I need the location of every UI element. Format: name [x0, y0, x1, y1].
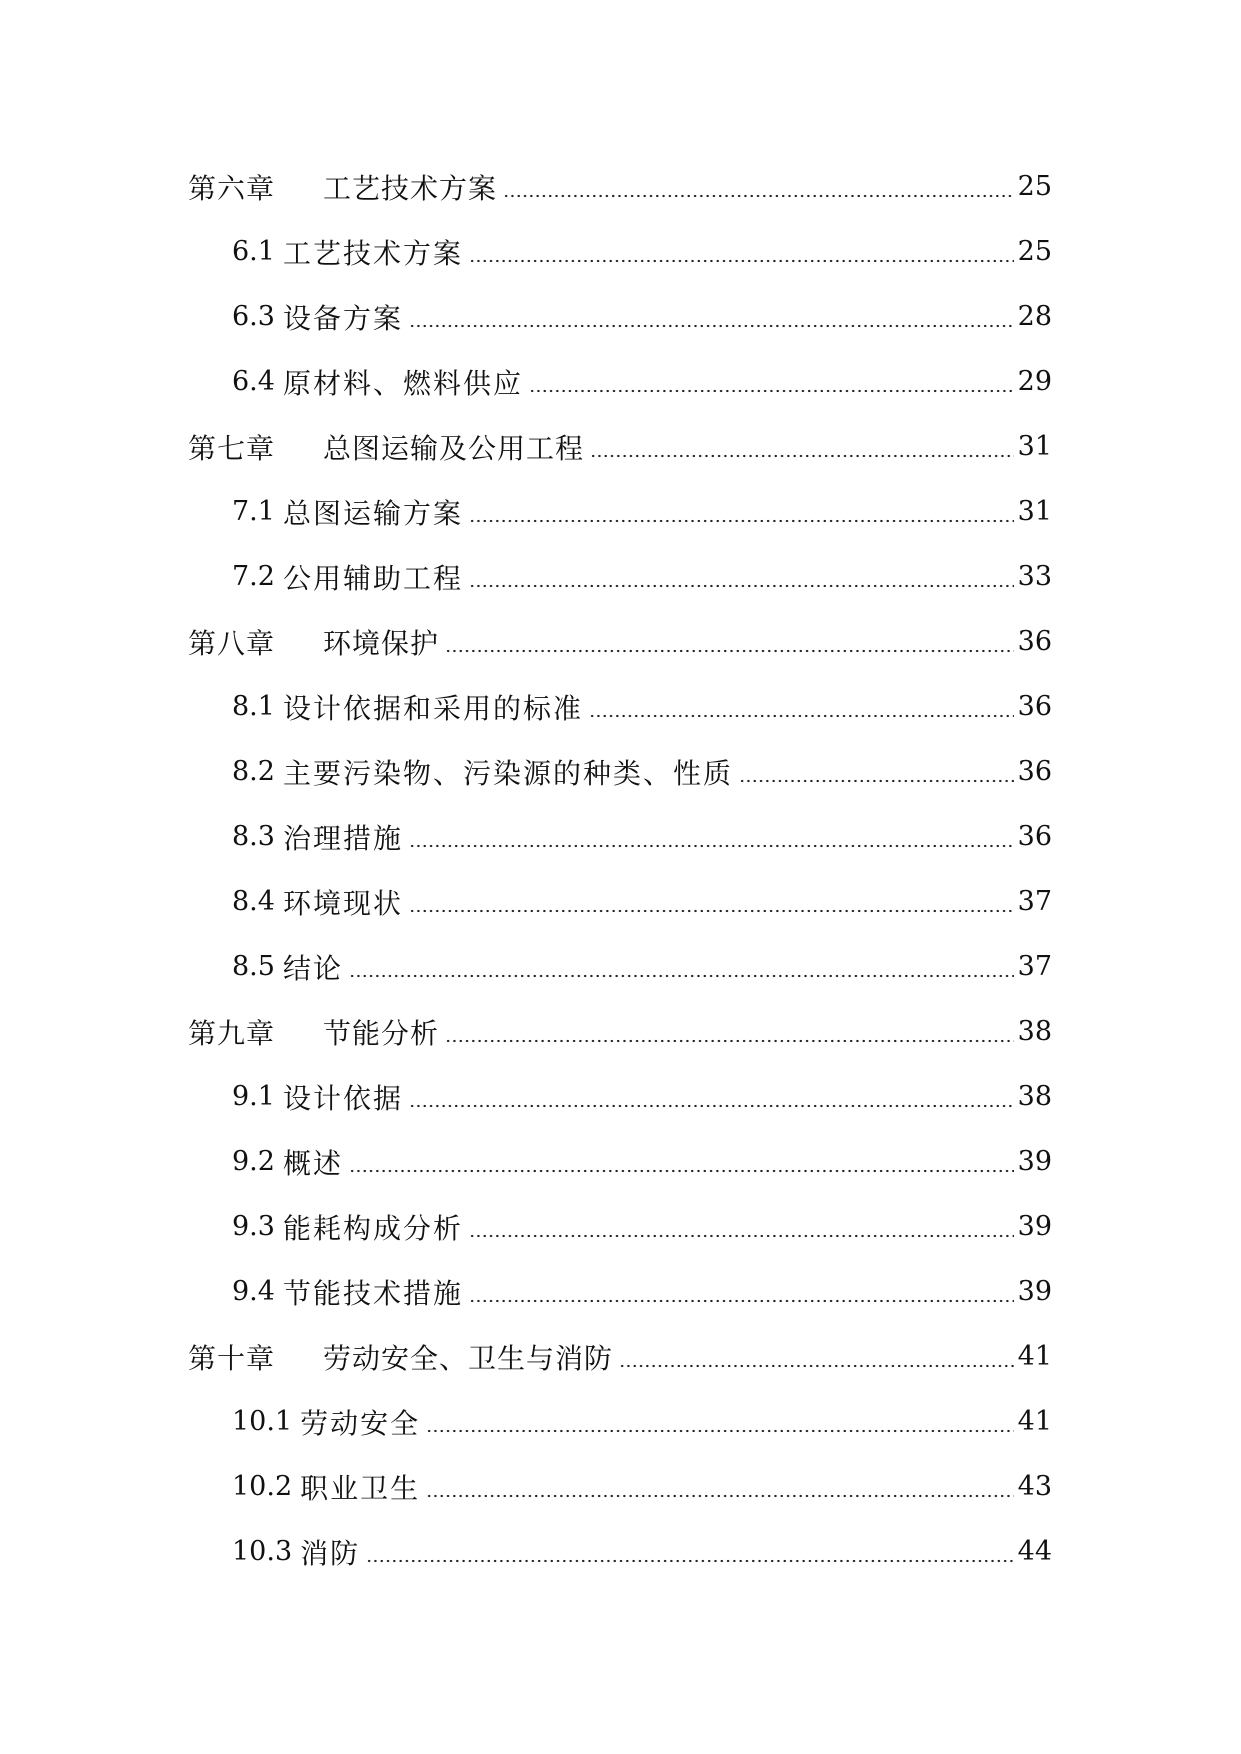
toc-section-title: 总图运输方案: [282, 496, 463, 530]
toc-page-number: 36: [1017, 821, 1052, 852]
toc-section-number: 8.1: [232, 691, 275, 722]
toc-section-number: 9.4: [232, 1276, 275, 1307]
toc-dot-leader: [409, 888, 1014, 916]
toc-chapter-entry[interactable]: [0, 414, 1241, 479]
toc-chapter-entry[interactable]: [0, 1324, 1241, 1389]
toc-page-number: 41: [1017, 1406, 1052, 1437]
toc-dot-leader: [409, 823, 1014, 851]
toc-page-number: 36: [1017, 691, 1052, 722]
toc-dot-leader: [409, 1083, 1014, 1111]
toc-dot-leader: [426, 1408, 1014, 1436]
toc-section-entry[interactable]: [0, 544, 1241, 609]
toc-chapter-entry[interactable]: [0, 999, 1241, 1064]
toc-dot-leader: [469, 238, 1014, 266]
toc-dot-leader: [503, 173, 1014, 201]
toc-section-entry[interactable]: [0, 804, 1241, 869]
toc-dot-leader: [589, 693, 1014, 721]
toc-dot-leader: [529, 368, 1014, 396]
toc-section-entry[interactable]: [0, 934, 1241, 999]
toc-section-entry[interactable]: [0, 1259, 1241, 1324]
toc-dot-leader: [349, 1148, 1014, 1176]
toc-page-number: 39: [1017, 1211, 1052, 1242]
toc-section-entry[interactable]: [0, 1454, 1241, 1519]
toc-section-title: 工艺技术方案: [282, 236, 463, 270]
toc-section-number: 8.4: [232, 886, 275, 917]
toc-dot-leader: [426, 1473, 1014, 1501]
toc-chapter-number: 第八章: [188, 626, 276, 660]
toc-page-number: 25: [1017, 236, 1052, 267]
toc-page-number: 25: [1017, 171, 1052, 202]
toc-section-title: 设计依据: [282, 1081, 403, 1115]
toc-section-title: 能耗构成分析: [282, 1211, 463, 1245]
toc-section-number: 6.4: [232, 366, 275, 397]
toc-section-entry[interactable]: [0, 1389, 1241, 1454]
toc-chapter-title: 环境保护: [323, 626, 440, 660]
toc-section-entry[interactable]: [0, 284, 1241, 349]
toc-section-number: 10.3: [232, 1536, 293, 1567]
toc-page-number: 44: [1017, 1536, 1052, 1567]
toc-section-title: 公用辅助工程: [282, 561, 463, 595]
toc-section-entry[interactable]: [0, 739, 1241, 804]
toc-chapter-number: 第十章: [188, 1341, 276, 1375]
toc-dot-leader: [445, 1018, 1014, 1046]
toc-section-title: 概述: [282, 1146, 343, 1180]
toc-section-entry[interactable]: [0, 674, 1241, 739]
toc-page-number: 38: [1017, 1081, 1052, 1112]
toc-chapter-entry[interactable]: [0, 154, 1241, 219]
toc-section-entry[interactable]: [0, 349, 1241, 414]
toc-chapter-number: 第九章: [188, 1016, 276, 1050]
toc-chapter-title: 总图运输及公用工程: [323, 431, 585, 465]
toc-dot-leader: [409, 303, 1014, 331]
table-of-contents: [0, 154, 1241, 1584]
toc-chapter-number: 第六章: [188, 171, 276, 205]
toc-section-entry[interactable]: [0, 1194, 1241, 1259]
toc-section-title: 职业卫生: [300, 1471, 421, 1505]
toc-page-number: 29: [1017, 366, 1052, 397]
toc-section-entry[interactable]: [0, 219, 1241, 284]
toc-page-number: 39: [1017, 1276, 1052, 1307]
toc-section-number: 10.2: [232, 1471, 293, 1502]
toc-page-number: 36: [1017, 756, 1052, 787]
toc-page-number: 38: [1017, 1016, 1052, 1047]
toc-dot-leader: [445, 628, 1014, 656]
toc-dot-leader: [469, 498, 1014, 526]
toc-dot-leader: [366, 1538, 1014, 1566]
toc-chapter-title: 节能分析: [323, 1016, 440, 1050]
toc-dot-leader: [590, 433, 1014, 461]
toc-section-entry[interactable]: [0, 1064, 1241, 1129]
toc-section-entry[interactable]: [0, 1129, 1241, 1194]
toc-section-title: 设计依据和采用的标准: [282, 691, 583, 725]
toc-page-number: 33: [1017, 561, 1052, 592]
toc-section-number: 8.2: [232, 756, 275, 787]
toc-section-number: 9.1: [232, 1081, 275, 1112]
toc-section-title: 劳动安全: [300, 1406, 421, 1440]
toc-dot-leader: [469, 563, 1014, 591]
toc-section-title: 环境现状: [282, 886, 403, 920]
toc-page-number: 41: [1017, 1341, 1052, 1372]
toc-section-title: 原材料、燃料供应: [282, 366, 523, 400]
toc-chapter-title: 劳动安全、卫生与消防: [323, 1341, 614, 1375]
toc-section-title: 治理措施: [282, 821, 403, 855]
toc-page-number: 39: [1017, 1146, 1052, 1177]
toc-section-number: 6.1: [232, 236, 275, 267]
toc-section-number: 7.2: [232, 561, 275, 592]
toc-dot-leader: [469, 1213, 1014, 1241]
toc-dot-leader: [739, 758, 1014, 786]
toc-section-title: 主要污染物、污染源的种类、性质: [282, 756, 733, 790]
toc-dot-leader: [349, 953, 1014, 981]
toc-dot-leader: [469, 1278, 1014, 1306]
toc-section-number: 7.1: [232, 496, 275, 527]
toc-page-number: 36: [1017, 626, 1052, 657]
toc-page-number: 43: [1017, 1471, 1052, 1502]
toc-section-entry[interactable]: [0, 869, 1241, 934]
toc-page-number: 37: [1017, 951, 1052, 982]
toc-section-title: 设备方案: [282, 301, 403, 335]
toc-section-entry[interactable]: [0, 479, 1241, 544]
toc-section-number: 9.2: [232, 1146, 275, 1177]
toc-dot-leader: [619, 1343, 1014, 1371]
toc-section-entry[interactable]: [0, 1519, 1241, 1584]
toc-page-number: 28: [1017, 301, 1052, 332]
toc-section-title: 结论: [282, 951, 343, 985]
toc-page-number: 31: [1017, 431, 1052, 462]
toc-chapter-entry[interactable]: [0, 609, 1241, 674]
toc-section-number: 10.1: [232, 1406, 293, 1437]
toc-section-number: 8.5: [232, 951, 275, 982]
toc-page-number: 31: [1017, 496, 1052, 527]
toc-chapter-number: 第七章: [188, 431, 276, 465]
toc-section-title: 节能技术措施: [282, 1276, 463, 1310]
toc-section-title: 消防: [300, 1536, 361, 1570]
toc-chapter-title: 工艺技术方案: [323, 171, 498, 205]
toc-page-number: 37: [1017, 886, 1052, 917]
toc-section-number: 9.3: [232, 1211, 275, 1242]
toc-section-number: 6.3: [232, 301, 275, 332]
toc-section-number: 8.3: [232, 821, 275, 852]
